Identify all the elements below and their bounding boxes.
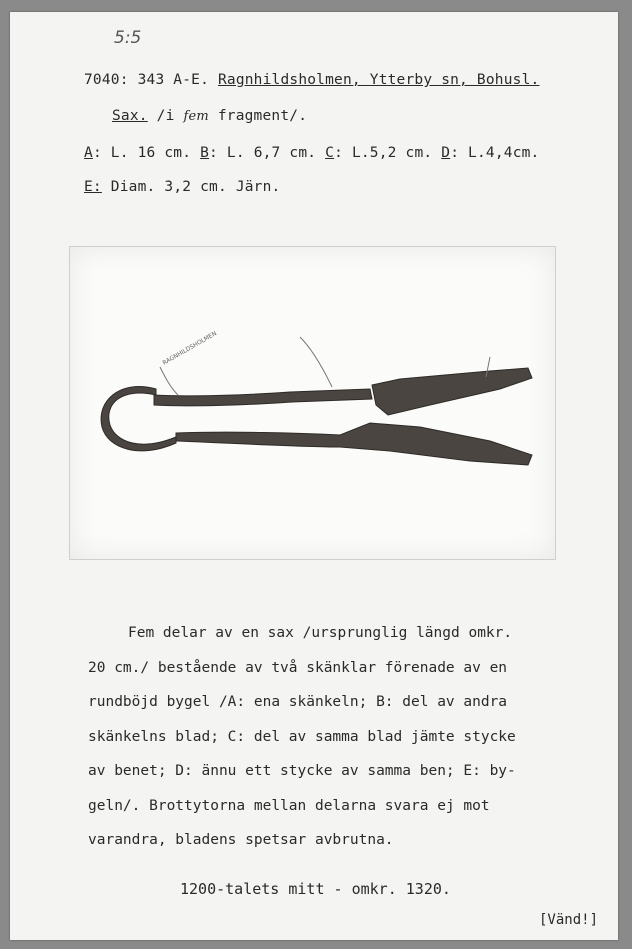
description-line: geln/. Brottytorna mellan delarna svara ej mot	[88, 797, 490, 814]
part-label-c: C	[325, 145, 335, 161]
header-line-4: E: Diam. 3,2 cm. Järn.	[84, 179, 281, 195]
description-line: skänkelns blad; C: del av samma blad jämte stycke	[88, 728, 516, 745]
handwritten-correction: fem	[183, 109, 209, 124]
header-line-2: Sax. /i fem fragment/.	[112, 108, 308, 124]
part-label-e: E:	[84, 179, 102, 195]
find-place: Ragnhildsholmen, Ytterby sn, Bohusl.	[217, 72, 540, 88]
artifact-photo	[69, 246, 556, 560]
part-label-b: B	[200, 145, 210, 161]
catalog-card	[10, 12, 618, 940]
shears-illustration	[70, 247, 555, 559]
part-label-a: A	[84, 145, 93, 161]
dating-text: 1200-talets mitt - omkr. 1320.	[180, 880, 451, 898]
description-text	[88, 616, 608, 858]
header-line-3-measurements: A: L. 16 cm. B: L. 6,7 cm. C: L.5,2 cm. D: L.4,4cm.	[84, 145, 540, 161]
description-line: av benet; D: ännu ett stycke av samma ben; E: by-	[88, 763, 516, 779]
description-line: rundböjd bygel /A: ena skänkeln; B: del av andra	[88, 694, 508, 710]
catalog-number: 7040: 343 A-E.	[84, 72, 218, 88]
specimen-tag: RAGNHILDSHOLMEN	[161, 330, 218, 367]
page-mark: 5:5	[114, 28, 142, 48]
part-label-d: D	[441, 145, 451, 161]
turn-over-note: [Vänd!]	[539, 912, 599, 928]
description-line: varandra, bladens spetsar avbrutna.	[88, 832, 394, 848]
header-line-1	[84, 72, 539, 88]
description-line: Fem delar av en sax /ursprunglig längd omkr.	[128, 625, 513, 641]
description-line: 20 cm./ bestående av två skänklar förenade av en	[88, 659, 508, 676]
object-title: Sax.	[112, 108, 148, 124]
